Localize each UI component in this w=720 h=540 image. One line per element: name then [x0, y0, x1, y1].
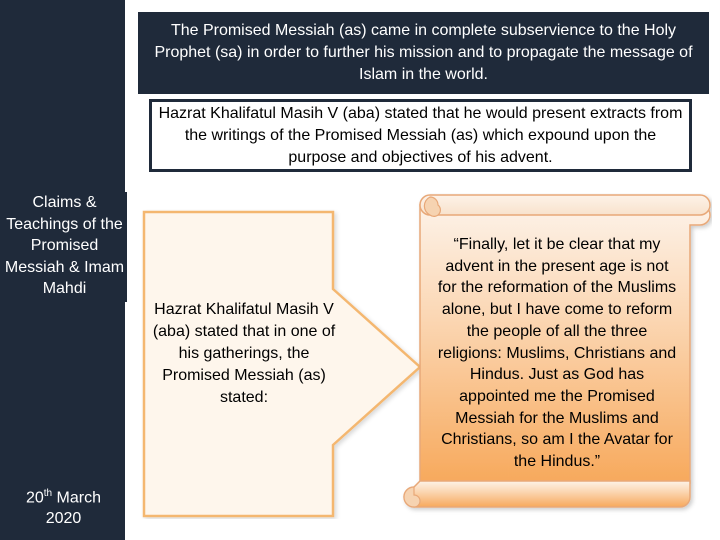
- sidebar-claims-label: [2, 192, 127, 302]
- top-banner: [138, 12, 709, 94]
- date-suffix: th: [43, 488, 53, 499]
- arrow-text-block: [146, 299, 342, 409]
- intro-text: Hazrat Khalifatul Masih V (aba) stated that he would present extracts from the writings of the Promised Messiah (as) which expound upon the purpose and objectives of his advent.: [158, 104, 683, 166]
- quote-text: “Finally, let it be clear that my advent in the present age is not for the reformation of the Muslims alone, but I have come to reform the people of all the three religions: Muslims, Christians and Hindus. Just as God has appointed me the Promised Messiah for the Muslims and Christians, so am I the Avatar for the Hindus.”: [437, 236, 677, 471]
- intro-box: [149, 99, 692, 172]
- date-day: 20: [25, 489, 44, 507]
- date-year: 2020: [45, 510, 82, 528]
- arrow-text: Hazrat Khalifatul Masih V (aba) stated that in one of his gatherings, the Promised Messiah (as) stated:: [152, 301, 336, 406]
- claims-text: Claims & Teachings of the Promised Messiah & Imam Mahdi: [4, 194, 125, 297]
- date-month: March: [52, 489, 102, 507]
- quote-block: [437, 234, 677, 473]
- sidebar-date: [2, 483, 125, 537]
- banner-text: The Promised Messiah (as) came in complete subservience to the Holy Prophet (sa) in order to further his mission and to propagate the message of Islam in the world.: [154, 22, 693, 83]
